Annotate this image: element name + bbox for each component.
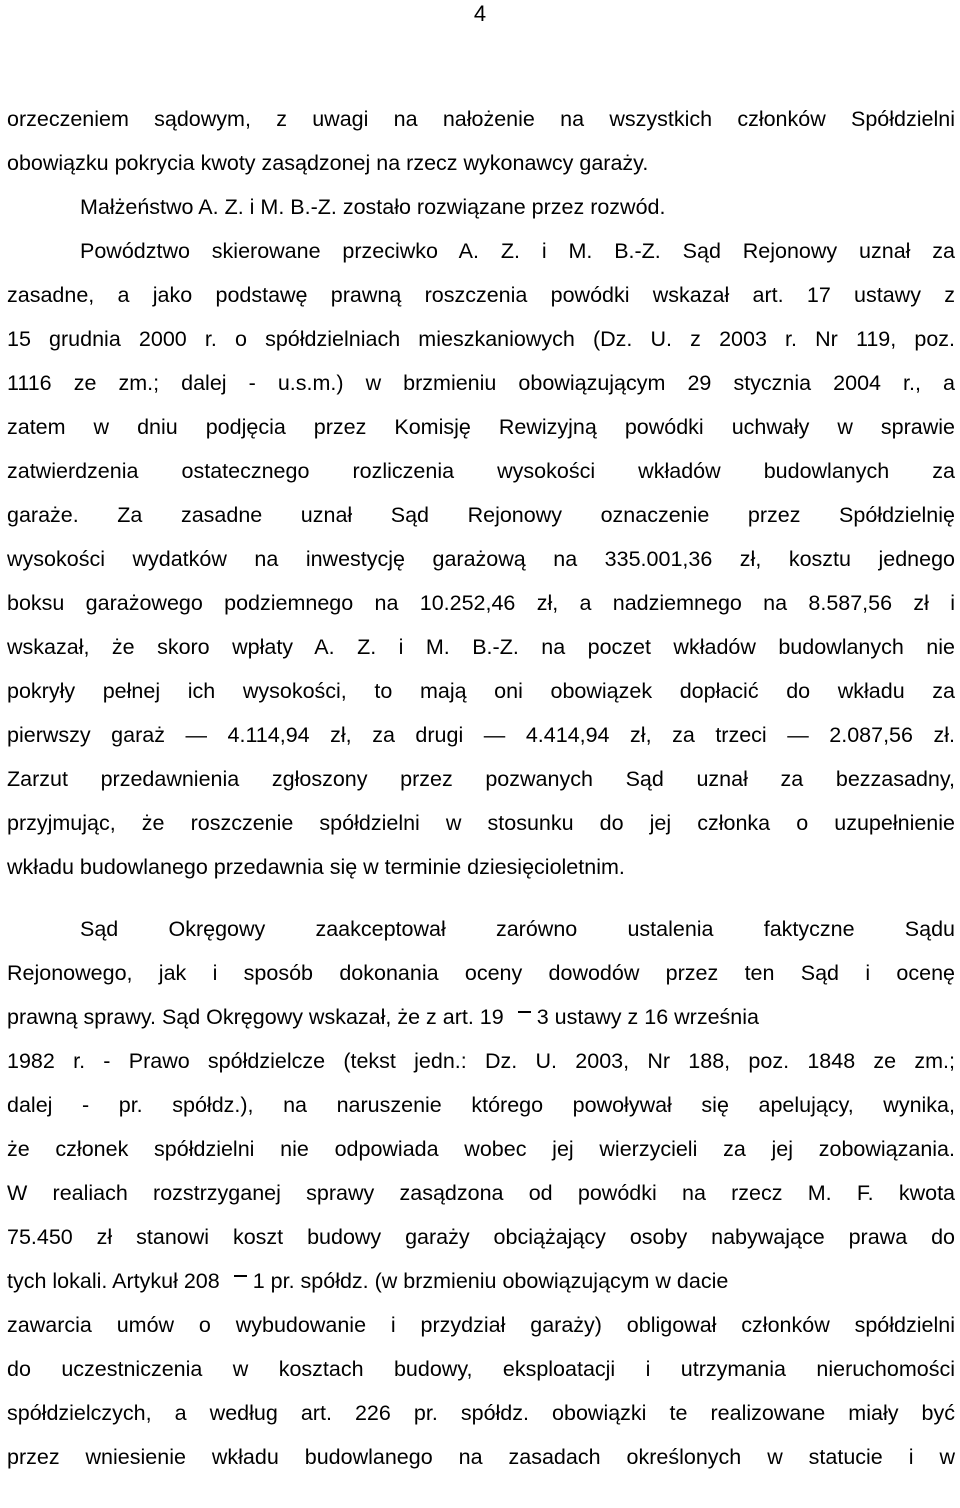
text-line [7, 1267, 955, 1295]
text-line: Zarzut przedawnienia zgłoszony przez pozwanych Sąd uznał za bezzasadny, [7, 767, 955, 791]
text-line: Małżeństwo A. Z. i M. B.-Z. zostało rozwiązane przez rozwód. [80, 195, 666, 219]
text-line: wskazał, że skoro wpłaty A. Z. i M. B.-Z. na poczet wkładów budowlanych nie [7, 635, 955, 659]
text-line: zatwierdzenia ostatecznego rozliczenia wysokości wkładów budowlanych za [7, 459, 955, 483]
text-line: przyjmując, że roszczenie spółdzielni w stosunku do jej członka o uzupełnienie [7, 811, 955, 835]
text-line: obowiązku pokrycia kwoty zasądzonej na rzecz wykonawcy garaży. [7, 151, 649, 175]
text-line: dalej - pr. spółdz.), na naruszenie którego powoływał się apelujący, wynika, [7, 1093, 955, 1117]
text-line: pokryły pełnej ich wysokości, to mają oni obowiązek dopłacić do wkładu za [7, 679, 955, 703]
text-line: zatem w dniu podjęcia przez Komisję Rewizyjną powódki uchwały w sprawie [7, 415, 955, 439]
text-line: 1116 ze zm.; dalej - u.s.m.) w brzmieniu obowiązującym 29 stycznia 2004 r., a [7, 371, 955, 395]
text-fragment: 3 ustawy z 16 września [536, 1005, 759, 1029]
text-line: Sąd Okręgowy zaakceptował zarówno ustalenia faktyczne Sądu [80, 917, 955, 941]
text-line: Powództwo skierowane przeciwko A. Z. i M. B.-Z. Sąd Rejonowy uznał za [80, 239, 955, 263]
text-line: 75.450 zł stanowi koszt budowy garaży obciążający osoby nabywające prawa do [7, 1225, 955, 1249]
text-line: przez wniesienie wkładu budowlanego na zasadach określonych w statucie i w [7, 1445, 955, 1469]
text-line: orzeczeniem sądowym, z uwagi na nałożenie na wszystkich członków Spółdzielni [7, 107, 955, 131]
text-fragment: prawną sprawy. Sąd Okręgowy wskazał, że z art. 19 [7, 1005, 504, 1029]
text-line: boksu garażowego podziemnego na 10.252,46 zł, a nadziemnego na 8.587,56 zł i [7, 591, 955, 615]
text-line: 15 grudnia 2000 r. o spółdzielniach mieszkaniowych (Dz. U. z 2003 r. Nr 119, poz. [7, 327, 955, 351]
text-line: Rejonowego, jak i sposób dokonania oceny dowodów przez ten Sąd i ocenę [7, 961, 955, 985]
text-line: do uczestniczenia w kosztach budowy, eksploatacji i utrzymania nieruchomości [7, 1357, 955, 1381]
text-line: spółdzielczych, a według art. 226 pr. spółdz. obowiązki te realizowane miały być [7, 1401, 955, 1425]
text-line: zasadne, a jako podstawę prawną roszczenia powódki wskazał art. 17 ustawy z [7, 283, 955, 307]
text-line: W realiach rozstrzyganej sprawy zasądzona od powódki na rzecz M. F. kwota [7, 1181, 955, 1205]
section-mark-icon [234, 1275, 247, 1277]
text-line: 1982 r. - Prawo spółdzielcze (tekst jedn.: Dz. U. 2003, Nr 188, poz. 1848 ze zm.; [7, 1049, 955, 1073]
section-mark-icon [518, 1011, 531, 1013]
text-fragment: tych lokali. Artykuł 208 [7, 1269, 220, 1293]
text-fragment: 1 pr. spółdz. (w brzmieniu obowiązującym w dacie [252, 1269, 729, 1293]
text-line: wysokości wydatków na inwestycję garażową na 335.001,36 zł, kosztu jednego [7, 547, 955, 571]
text-line: garaże. Za zasadne uznał Sąd Rejonowy oznaczenie przez Spółdzielnię [7, 503, 955, 527]
text-line: że członek spółdzielni nie odpowiada wobec jej wierzycieli za jej zobowiązania. [7, 1137, 955, 1161]
text-line [7, 1003, 955, 1031]
text-line: zawarcia umów o wybudowanie i przydział garaży) obligował członków spółdzielni [7, 1313, 955, 1337]
text-line: pierwszy garaż — 4.114,94 zł, za drugi — 4.414,94 zł, za trzeci — 2.087,56 zł. [7, 723, 955, 747]
page-number: 4 [473, 1, 487, 26]
text-line: wkładu budowlanego przedawnia się w terminie dziesięcioletnim. [7, 855, 625, 879]
